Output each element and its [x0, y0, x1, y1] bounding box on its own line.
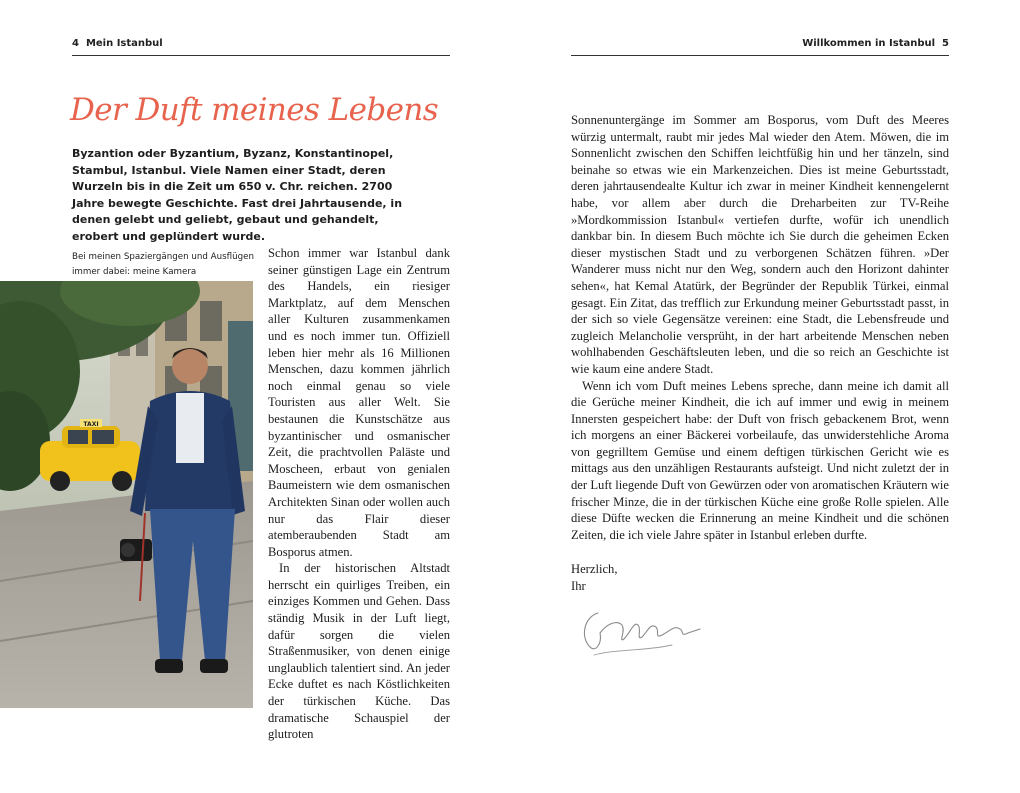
- body-paragraph: Sonnenuntergänge im Sommer am Bosporus, vom Duft des Meeres würzig untermalt, raubt mir jedes Mal wieder den Atem. Möwen, die im Sonnenlicht zwischen den Schiffen leichtfüßig hin und her tänzeln, sind beinahe so etwas wie ein Markenzeichen. Dies ist meine Geburtsstadt, deren jahrtausendealte Kultur ich zwar in meiner Kindheit kennengelernt habe, vor allem aber durch die Dreharbeiten zur TV-Reihe »Mordkommission Istanbul« vertiefen durfte, wofür ich unendlich dankbar bin. In diesem Buch möchte ich Sie durch die geheimen Ecken dieser mystischen Stadt und zu verborgenen Schätzen führen. »Der Wanderer muss nicht nur den Weg, sondern auch den Horizont dahinter sehen«, hat Kemal Atatürk, der Begründer der Republik Türkei, einmal gesagt. Ein Zitat, das trefflich zur Erkundung meiner Geburtsstadt passt, in der sich so viele Gegensätze vereinen: eine Stadt, die Lebensfreude und zugleich Melancholie versprüht, in der hart arbeitende Menschen neben wohlhabenden Geschäftsleuten leben, und die so reich an Geschichte ist wie kaum eine andere Stadt.: [571, 113, 949, 376]
- running-head-left-title: Mein Istanbul: [85, 38, 163, 49]
- author-photo: [0, 281, 253, 708]
- right-body-column: [571, 112, 949, 543]
- header-rule-left: [72, 55, 450, 56]
- author-signature: [576, 603, 711, 661]
- page-number-right: 5: [942, 38, 949, 49]
- right-page: [510, 0, 1020, 793]
- running-head-right: [802, 38, 949, 49]
- running-head-right-title: Willkommen in Istanbul: [802, 38, 936, 49]
- header-rule-right: [571, 55, 949, 56]
- body-paragraph: Schon immer war Istanbul dank seiner günstigen Lage ein Zentrum des Handels, ein riesiger Marktplatz, auf dem Menschen aller Kulturen zusammenkamen und es noch immer tun. Offiziell leben hier mehr als 16 Millionen Menschen, dazu kommen jährlich noch einmal genau so viele Touristen aus aller Welt. Sie bestaunen die Kunstschätze aus byzantinischer und osmanischer Zeit, die prachtvollen Paläste und Moscheen, erbaut von genialen Baumeistern wie dem osmanischen Architekten Sinan oder wollen auch nur das Flair dieser atemberaubenden Stadt am Bosporus atmen.: [268, 246, 450, 559]
- left-body-column: [268, 245, 450, 743]
- lead-paragraph: Byzantion oder Byzantium, Byzanz, Konstantinopel, Stambul, Istanbul. Viele Namen einer Stadt, deren Wurzeln bis in die Zeit um 650 v. Chr. reichen. 2700 Jahre bewegte Geschichte. Fast drei Jahrtausende, in denen gelebt und geliebt, gebaut und gehandelt, erobert und geplündert wurde.: [72, 147, 403, 243]
- page-number-left: 4: [72, 38, 79, 49]
- taxi-sign: TAXI: [83, 421, 99, 428]
- closing-salutation: Herzlich,: [571, 562, 618, 576]
- body-paragraph: Wenn ich vom Duft meines Lebens spreche, dann meine ich damit all die Gerüche meiner Kindheit, die ich auf immer und ewig in meinem Innersten gespeichert habe: der Duft von frisch gebackenem Brot, wenn ich morgens an einer Bäckerei vorbeilaufe, das unwiderstehliche Aroma von gegrilltem Gemüse und einem deftigen türkischen Gericht wie es mittags aus den unzähligen Restaurants aufsteigt. Und nicht zuletzt der in der Luft liegende Duft von Gewürzen oder von aromatischen Kräutern wie frischer Minze, die in der türkischen Küche eine große Rolle spielen. Alle diese Düfte wecken die Erinnerung an meine Kindheit und die schönen Zeiten, die ich viele Jahre später in Istanbul erleben durfte.: [571, 378, 949, 542]
- closing-signoff: Ihr: [571, 578, 586, 593]
- closing-block: [571, 561, 771, 594]
- photo-caption: Bei meinen Spaziergängen und Ausflügen immer dabei: meine Kamera: [72, 252, 254, 277]
- running-head-left: [72, 38, 163, 49]
- body-paragraph: In der historischen Altstadt herrscht ein quirliges Treiben, ein einziges Kommen und Gehen. Dass ständig Musik in der Luft liegt, dafür sorgen die vielen Straßenmusiker, von denen einige unglaublich talentiert sind. An jeder Ecke duftet es nach Köstlichkeiten der türkischen Küche. Das dramatische Schauspiel der glutroten: [268, 561, 450, 742]
- chapter-title: Der Duft meines Lebens: [70, 92, 439, 128]
